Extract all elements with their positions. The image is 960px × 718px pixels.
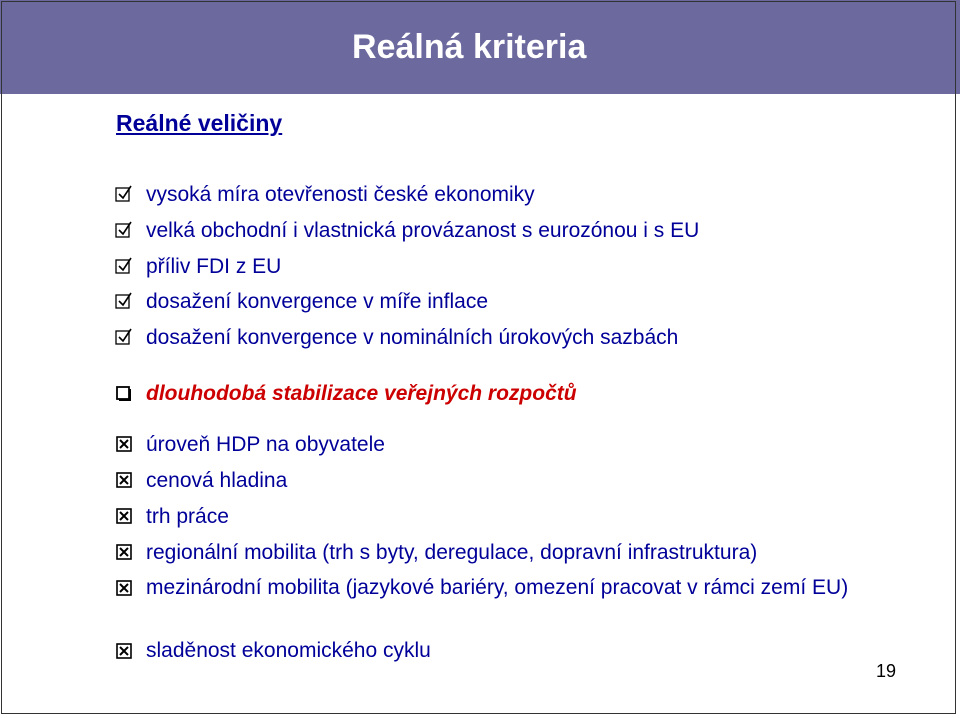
list-item-positive: vysoká míra otevřenosti české ekonomiky	[146, 183, 535, 206]
list-item-positive: příliv FDI z EU	[146, 255, 282, 278]
x-box-icon	[114, 434, 134, 454]
checked-box-icon	[114, 183, 134, 203]
list-item-negative: regionální mobilita (trh s byty, deregulace, dopravní infrastruktura)	[146, 541, 758, 564]
list-item-positive: dosažení konvergence v míře inflace	[146, 290, 489, 313]
checked-box-icon	[114, 326, 134, 346]
list-item-positive: velká obchodní i vlastnická provázanost s eurozónou i s EU	[146, 219, 700, 242]
list-item-negative: sladěnost ekonomického cyklu	[146, 639, 431, 662]
x-box-icon	[114, 470, 134, 490]
checked-box-icon	[114, 290, 134, 310]
list-item-pending: dlouhodobá stabilizace veřejných rozpočtů	[146, 382, 577, 405]
list-item-negative: mezinárodní mobilita (jazykové bariéry, omezení pracovat v rámci zemí EU)	[146, 576, 849, 599]
list-item-negative: cenová hladina	[146, 469, 288, 492]
section-heading: Reálné veličiny	[116, 110, 283, 136]
list-item-negative: úroveň HDP na obyvatele	[146, 433, 385, 456]
list-item-positive: dosažení konvergence v nominálních úrokových sazbách	[146, 326, 679, 349]
slide-title: Reálná kriteria	[352, 28, 587, 66]
x-box-icon	[114, 641, 134, 661]
list-item-negative: trh práce	[146, 505, 229, 528]
x-box-icon	[114, 542, 134, 562]
x-box-icon	[114, 506, 134, 526]
empty-box-icon	[114, 383, 134, 403]
x-box-icon	[114, 578, 134, 598]
checked-box-icon	[114, 255, 134, 275]
page-number: 19	[876, 661, 897, 681]
checked-box-icon	[114, 219, 134, 239]
